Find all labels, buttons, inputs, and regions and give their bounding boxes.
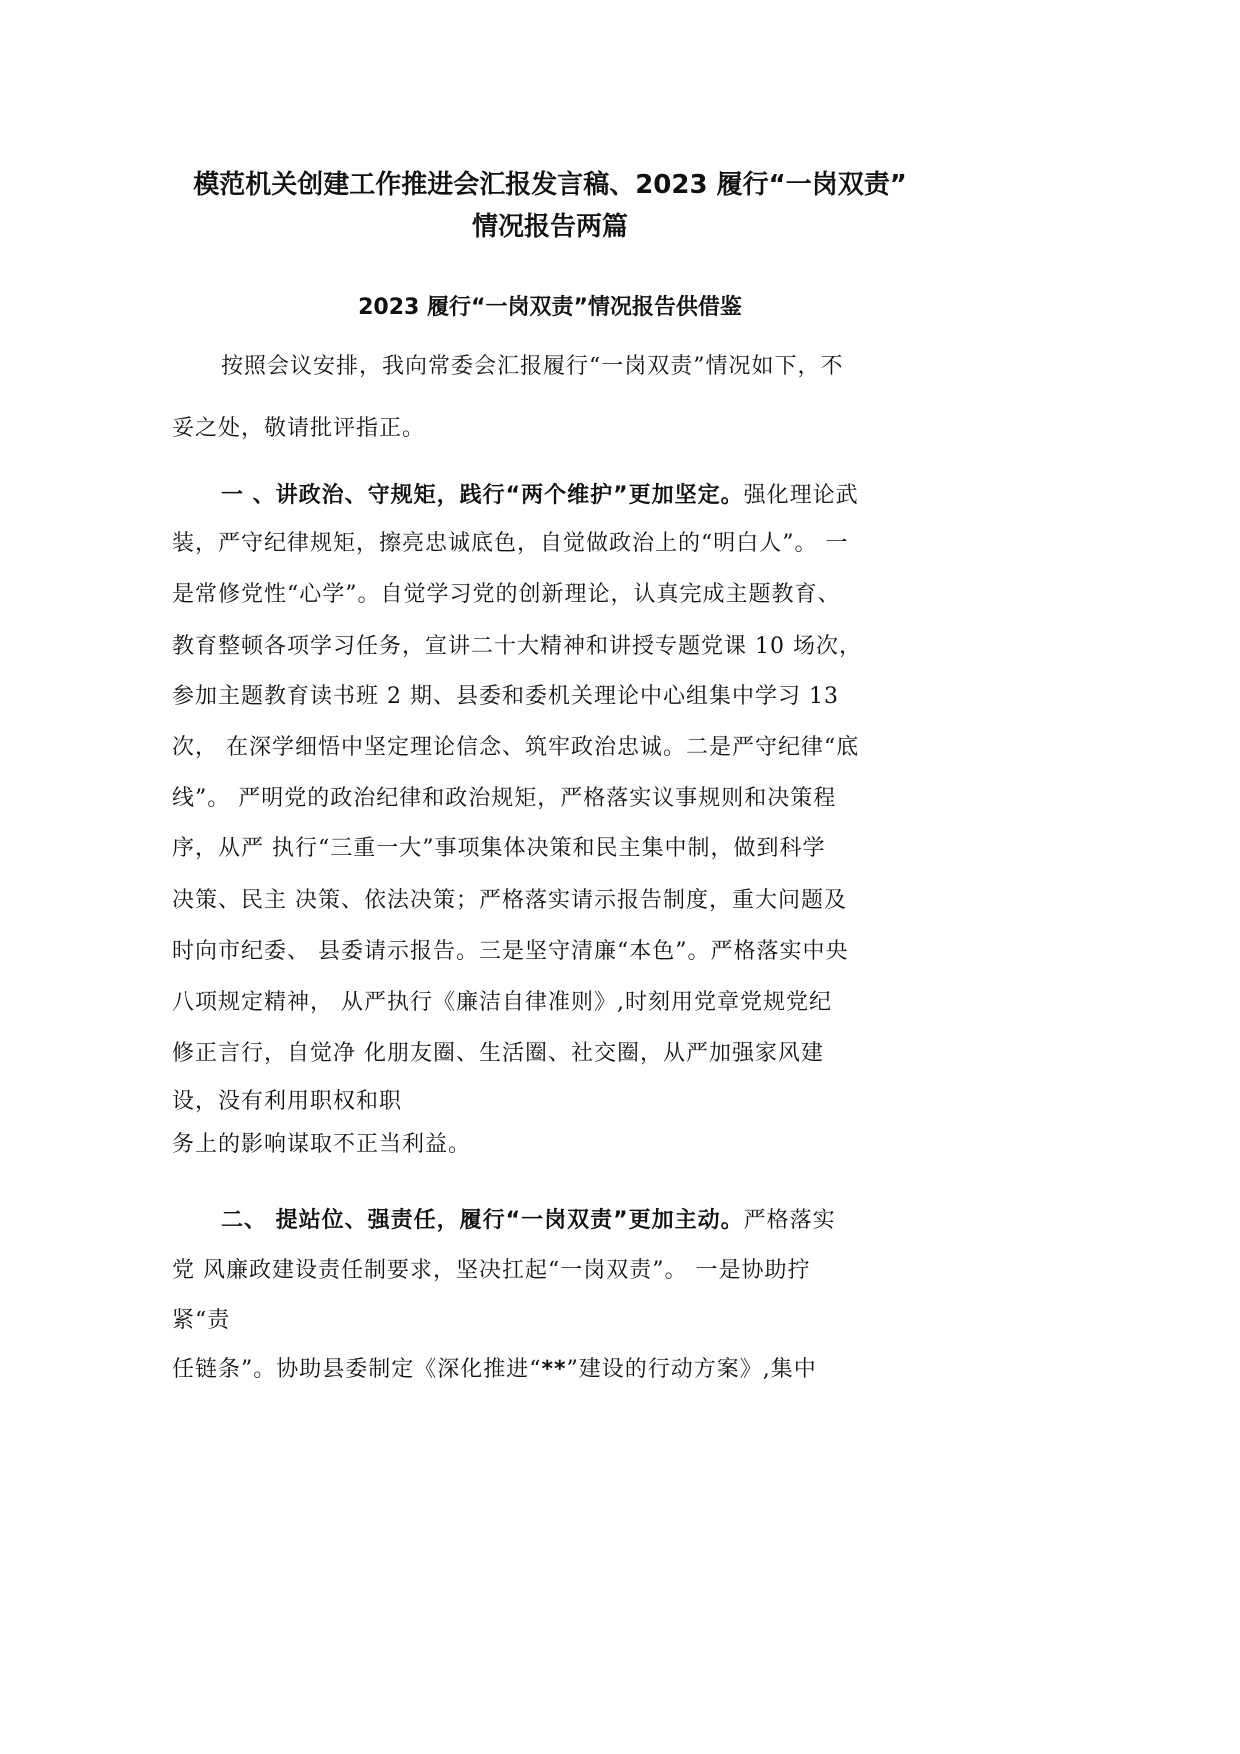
section-2-heading-tail: 严格落实	[743, 1208, 836, 1233]
section-1-heading-line	[221, 481, 859, 511]
section-1-line-9: 时向市纪委、 县委请示报告。三是坚守清廉“本色”。严格落实中央	[172, 939, 849, 964]
document-subtitle: 2023 履行“一岗双责”情况报告供借鉴	[358, 295, 742, 320]
section-1-line-7: 序，从严 执行“三重一大”事项集体决策和民主集中制，做到科学	[172, 836, 826, 861]
section-1-line-11: 修正言行，自觉净 化朋友圈、生活圈、社交圈，从严加强家风建	[172, 1041, 824, 1066]
section-2-heading-line	[221, 1206, 836, 1236]
section-1-line-10: 八项规定精神， 从严执行《廉洁自律准则》,时刻用党章党规党纪	[172, 990, 832, 1015]
section-1-line-2: 是常修党性“心学”。自觉学习党的创新理论，认真完成主题教育、	[172, 582, 841, 607]
section-1-heading-tail: 强化理论武	[743, 483, 859, 508]
section-1-line-13: 务上的影响谋取不正当利益。	[172, 1132, 472, 1157]
section-1-line-6: 线”。 严明党的政治纪律和政治规矩，严格落实议事规则和决策程	[172, 786, 837, 811]
intro-line-2: 妥之处，敬请批评指正。	[172, 416, 426, 441]
section-1-line-3: 教育整顿各项学习任务，宣讲二十大精神和讲授专题党课 10 场次，	[172, 634, 862, 659]
section-1-line-8: 决策、民主 决策、依法决策；严格落实请示报告制度，重大问题及	[172, 888, 847, 913]
section-1-heading: 一 、讲政治、守规矩，践行“两个维护”更加坚定。	[221, 483, 744, 508]
section-2-line-3-start: 任链条”。协助县委制定《深化推进“	[172, 1357, 542, 1382]
section-2-line-3-end: ”建设的行动方案》,集中	[566, 1357, 817, 1382]
section-2-line-2: 紧“责	[172, 1308, 231, 1333]
section-1-line-1: 装，严守纪律规矩，擦亮忠诚底色，自觉做政治上的“明白人”。 一	[172, 531, 849, 556]
document-title-line-1: 模范机关创建工作推进会汇报发言稿、2023 履行“一岗双责”	[193, 170, 907, 200]
document-title-line-2: 情况报告两篇	[471, 212, 628, 242]
section-1-line-4: 参加主题教育读书班 2 期、县委和委机关理论中心组集中学习 13	[172, 684, 839, 709]
section-2-line-1: 党 风廉政建设责任制要求，坚决扛起“一岗双责”。 一是协助拧	[172, 1258, 811, 1283]
section-2-line-3	[172, 1355, 817, 1385]
section-1-line-5: 次， 在深学细悟中坚定理论信念、筑牢政治忠诚。二是严守纪律“底	[172, 735, 860, 760]
intro-line-1: 按照会议安排，我向常委会汇报履行“一岗双责”情况如下，不	[221, 354, 844, 379]
section-1-line-12: 设，没有利用职权和职	[172, 1089, 403, 1114]
section-2-heading: 二、 提站位、强责任，履行“一岗双责”更加主动。	[221, 1208, 744, 1233]
redacted-name: **	[541, 1357, 567, 1382]
